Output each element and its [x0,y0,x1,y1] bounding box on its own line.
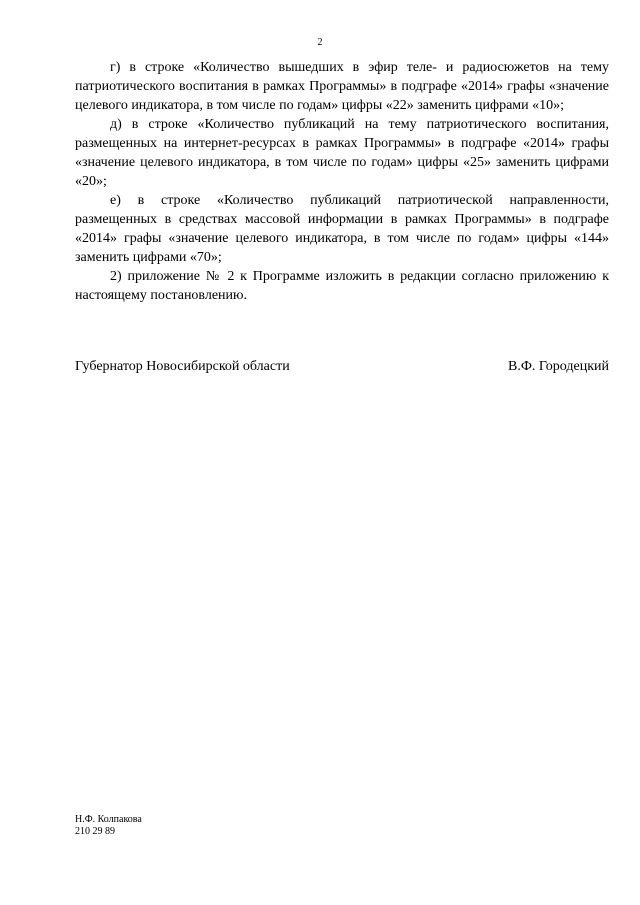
paragraph-2: 2) приложение № 2 к Программе изложить в редакции согласно приложению к настоящему постановлению. [75,269,609,303]
paragraph-d: д) в строке «Количество публикаций на тему патриотического воспитания, размещенных на интернет-ресурсах в рамках Программы» в подграфе «2014» графы «значение целевого индикатора, в том числе по годам» цифры «25» заменить цифрами «20»; [75,117,609,189]
document-body [75,58,609,305]
paragraph-g: г) в строке «Количество вышедших в эфир теле- и радиосюжетов на тему патриотического воспитания в рамках Программы» в подграфе «2014» графы «значение целевого индикатора, в том числе по годам» цифры «22» заменить цифрами «10»; [75,60,609,113]
executor-block [75,814,142,838]
signature-block [75,357,609,376]
paragraph-e: е) в строке «Количество публикаций патриотической направленности, размещенных в средствах массовой информации в рамках Программы» в подграфе «2014» графы «значение целевого индикатора, в том числе по годам» цифры «144» заменить цифрами «70»; [75,193,609,265]
executor-phone: 210 29 89 [75,826,115,837]
executor-name: Н.Ф. Колпакова [75,814,142,825]
signatory-name: В.Ф. Городецкий [508,359,609,374]
page-number: 2 [317,37,323,48]
signatory-position: Губернатор Новосибирской области [75,359,290,374]
